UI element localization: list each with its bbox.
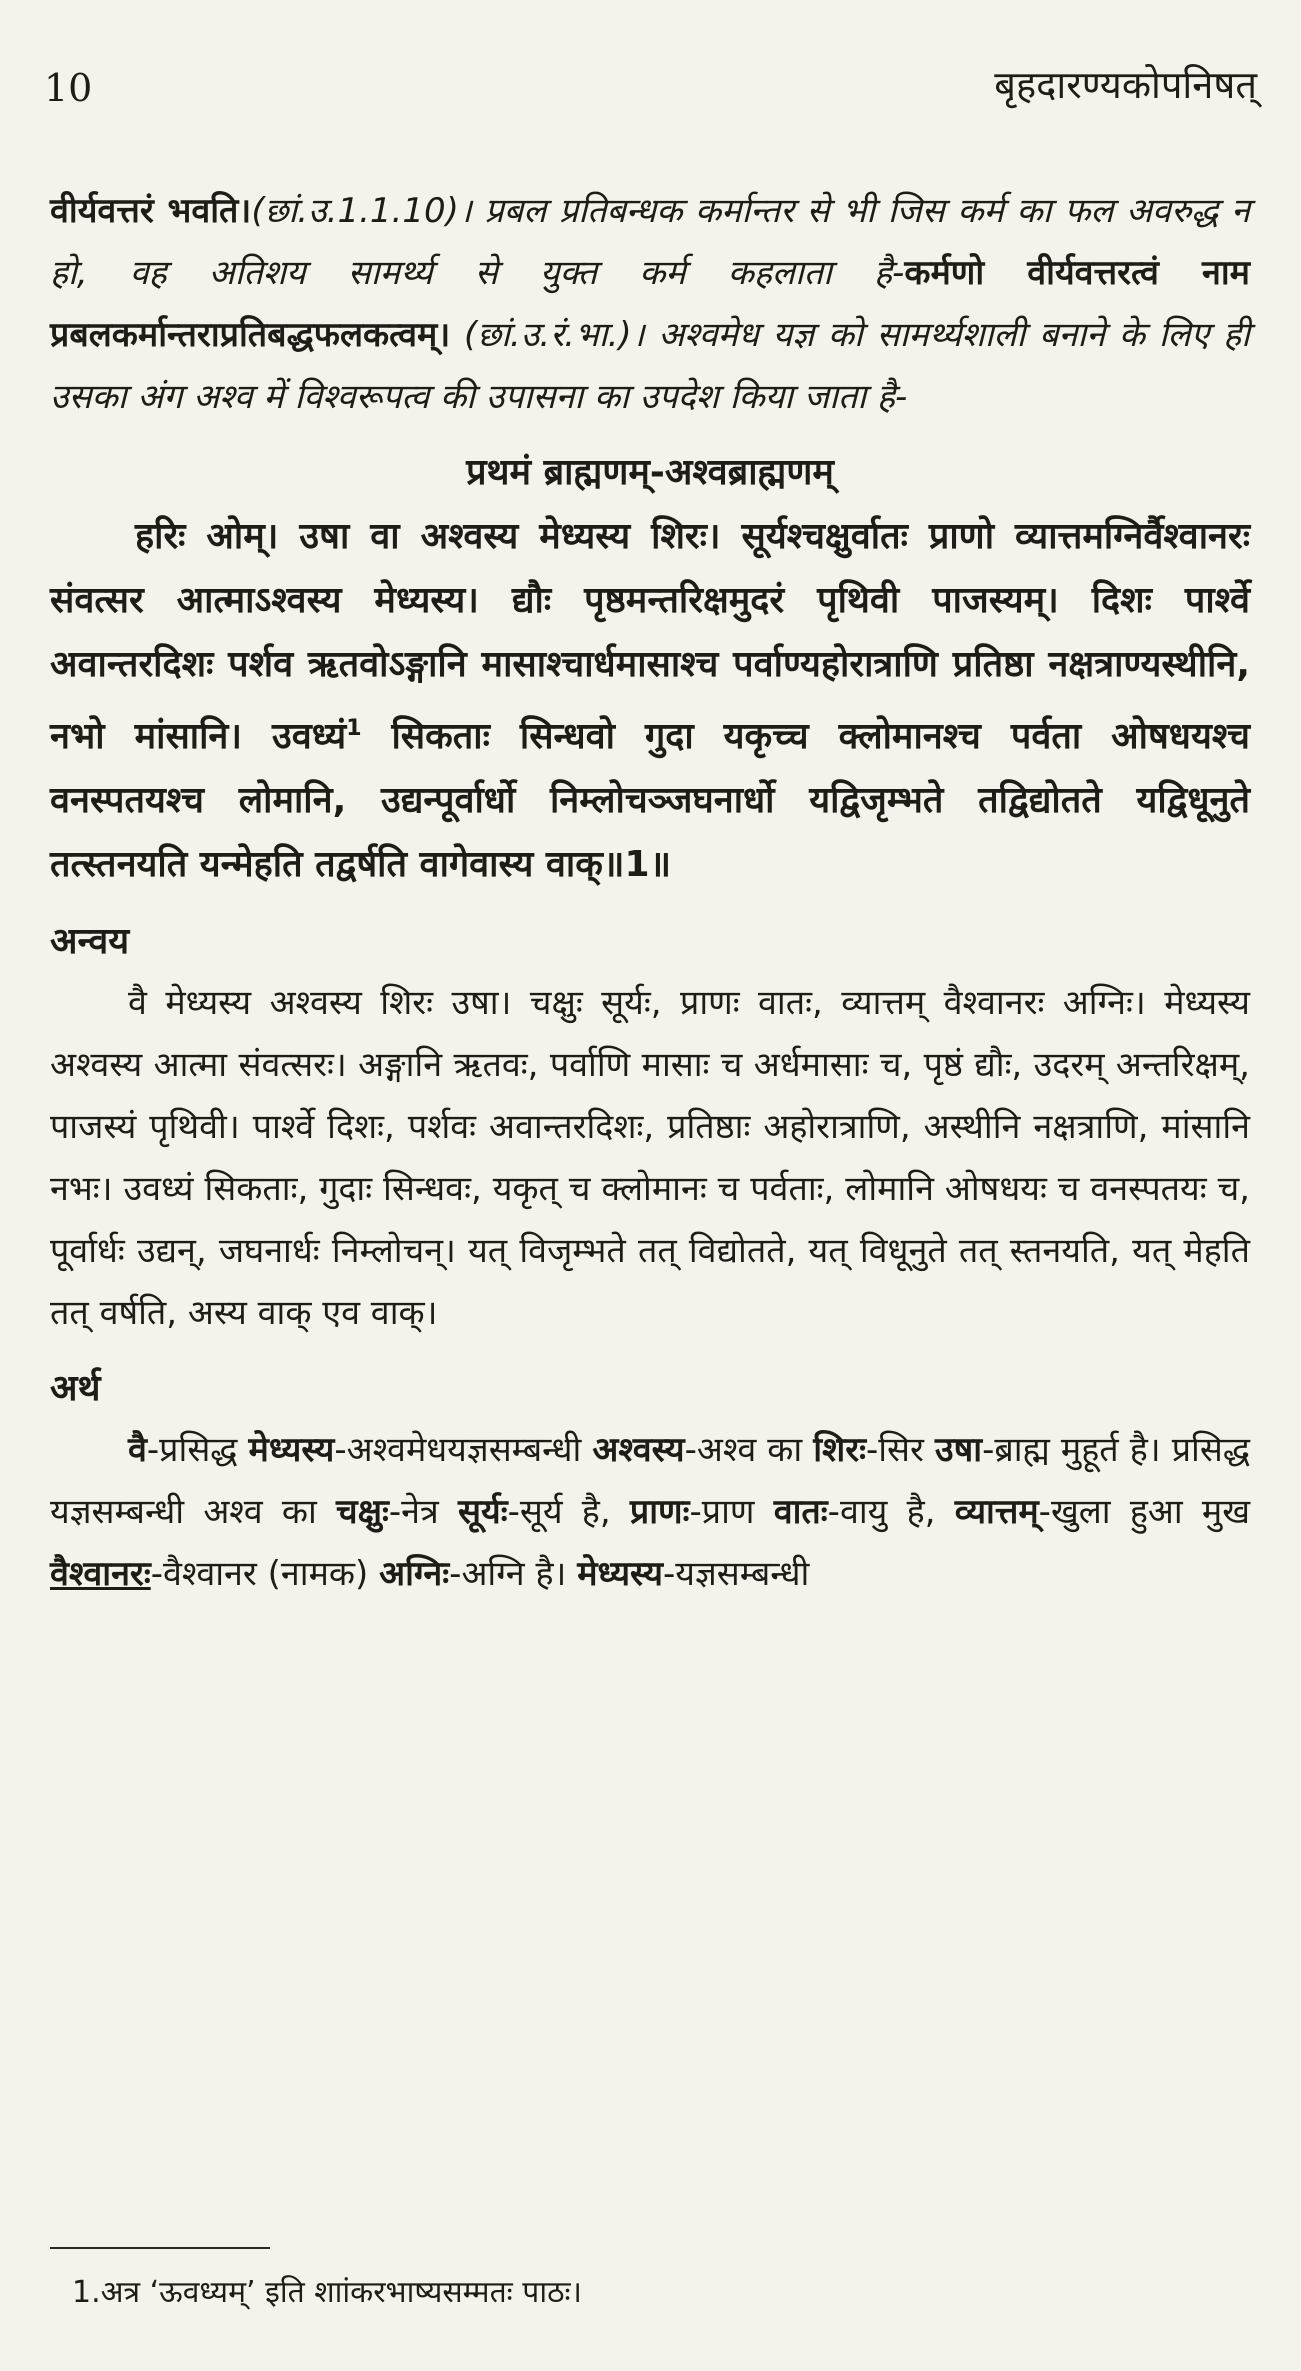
artha-gloss: -प्रसिद्ध [146, 1430, 249, 1470]
artha-keyword: वैश्वानरः [50, 1554, 151, 1594]
artha-gloss: -यज्ञसम्बन्धी [663, 1554, 810, 1594]
running-title: बृहदारण्यकोपनिषत् [994, 63, 1257, 107]
artha-gloss: -अश्व का [684, 1430, 814, 1470]
artha-keyword: वातः [773, 1492, 828, 1532]
section-title: प्रथमं ब्राह्मणम्-अश्वब्राह्मणम् [466, 452, 834, 493]
artha-keyword: चक्षुः [336, 1492, 389, 1532]
artha-keyword: सूर्यः [458, 1492, 508, 1532]
intro-text-2: अश्वमेध यज्ञ को सामर्थ्यशाली बनाने के लिए ही उसका अंग अश्व में विश्वरूपत्व की उपासना का उपदेश किया जाता है- [50, 315, 1250, 417]
artha-keyword: प्राणः [629, 1492, 690, 1532]
mantra-text [50, 505, 1250, 897]
artha-keyword: वै [128, 1430, 147, 1470]
artha-gloss: -सूर्य है, [507, 1492, 630, 1532]
artha-gloss: -नेत्र [388, 1492, 458, 1532]
page-number: 10 [44, 66, 93, 110]
artha-gloss: -प्राण [689, 1492, 774, 1532]
intro-ref-1: (छां.उ.1.1.10)। [251, 191, 472, 231]
anvaya-text: वै मेध्यस्य अश्वस्य शिरः उषा। चक्षुः सूर्यः, प्राणः वातः, व्यात्तम् वैश्वानरः अग्निः। मेध्यस्य अश्वस्य आत्मा संवत्सरः। अङ्गानि ऋतवः, पर्वाणि मासाः च अर्धमासाः च, पृष्ठं द्यौः, उदरम् अन्तरिक्षम्, पाजस्यं पृथिवी। पार्श्वे दिशः, पर्शवः अवान्तरदिशः, प्रतिष्ठाः अहोरात्राणि, अस्थीनि नक्षत्राणि, मांसानि नभः। उवध्यं सिकताः, गुदाः सिन्धवः, यकृत् च क्लोमानः च पर्वताः, लोमानि ओषधयः च वनस्पतयः च, पूर्वार्धः उद्यन्, जघनार्धः निम्लोचन्। यत् विजृम्भते तत् विद्योतते, यत् विधूनुते तत् स्तनयति, यत् मेहति तत् वर्षति, अस्य वाक् एव वाक्। [50, 983, 1250, 1333]
artha-heading: अर्थ [50, 1368, 101, 1409]
artha-text [50, 1419, 1250, 1605]
artha-keyword: मेध्यस्य [248, 1430, 335, 1470]
page-header [44, 58, 1257, 118]
footnote-marker: 1 [346, 716, 362, 741]
mantra-part-a: हरिः ओम्। उषा वा अश्वस्य मेध्यस्य शिरः। सूर्यश्चक्षुर्वातः प्राणो व्यात्तमग्निर्वैश्वानरः संवत्सर आत्माऽश्वस्य मेध्यस्य। द्यौः पृष्ठमन्तरिक्षमुदरं पृथिवी पाजस्यम्। दिशः पार्श्वे अवान्तरदिशः पर्शव ऋतवोऽङ्गानि मासाश्चार्धमासाश्च पर्वाण्यहोरात्राणि प्रतिष्ठा नक्षत्राण्यस्थीनि, नभो मांसानि। उवध्यं [50, 516, 1250, 757]
artha-gloss: -खुला हुआ मुख [1038, 1492, 1251, 1532]
artha-keyword: व्यात्तम् [954, 1492, 1039, 1532]
page-body [50, 180, 1250, 1605]
artha-keyword: मेध्यस्य [577, 1554, 663, 1594]
artha-gloss: -वायु है, [827, 1492, 955, 1532]
footnote-rule [50, 2247, 270, 2249]
artha-keyword: अग्निः [379, 1554, 450, 1594]
footnote: 1.अत्र ‘ऊवध्यम्’ इति शाांकरभाष्यसम्मतः पाठः। [72, 2275, 582, 2310]
intro-quote-1: वीर्यवत्तरं भवति। [50, 191, 252, 231]
intro-text-1: प्रबल प्रतिबन्धक कर्मान्तर से भी जिस कर्म का फल अवरुद्ध न हो, वह अतिशय सामर्थ्य से युक्त कर्म कहलाता है- [50, 191, 1250, 293]
artha-gloss: -वैश्वानर (नामक) [150, 1554, 380, 1594]
intro-paragraph [50, 180, 1250, 428]
artha-gloss: -अग्नि है। [449, 1554, 578, 1594]
artha-gloss: -ब्राह्म मुहूर्त है। प्रसिद्ध यज्ञसम्बन्धी अश्व का [50, 1430, 1250, 1532]
artha-gloss: -अश्वमेधयज्ञसम्बन्धी [334, 1430, 593, 1470]
artha-keyword: अश्वस्य [592, 1430, 685, 1470]
artha-keyword: शिरः [813, 1430, 866, 1470]
anvaya-heading: अन्वय [50, 921, 130, 962]
intro-quote-2: कर्मणो वीर्यवत्तरत्वं नाम प्रबलकर्मान्तराप्रतिबद्धफलकत्वम्। [50, 253, 1250, 355]
mantra-part-b: सिकताः सिन्धवो गुदा यकृच्च क्लोमानश्च पर्वता ओषधयश्च वनस्पतयश्च लोमानि, उद्यन्पूर्वार्धो निम्लोचञ्जघनार्धो यद्विजृम्भते तद्विद्योतते यद्विधूनुते तत्स्तनयति यन्मेहति तद्वर्षति वागेवास्य वाक्॥1॥ [50, 716, 1250, 885]
artha-keyword: उषा [935, 1430, 983, 1470]
artha-gloss: -सिर [865, 1430, 935, 1470]
intro-ref-2: (छां.उ.रं.भा.)। [464, 315, 645, 355]
